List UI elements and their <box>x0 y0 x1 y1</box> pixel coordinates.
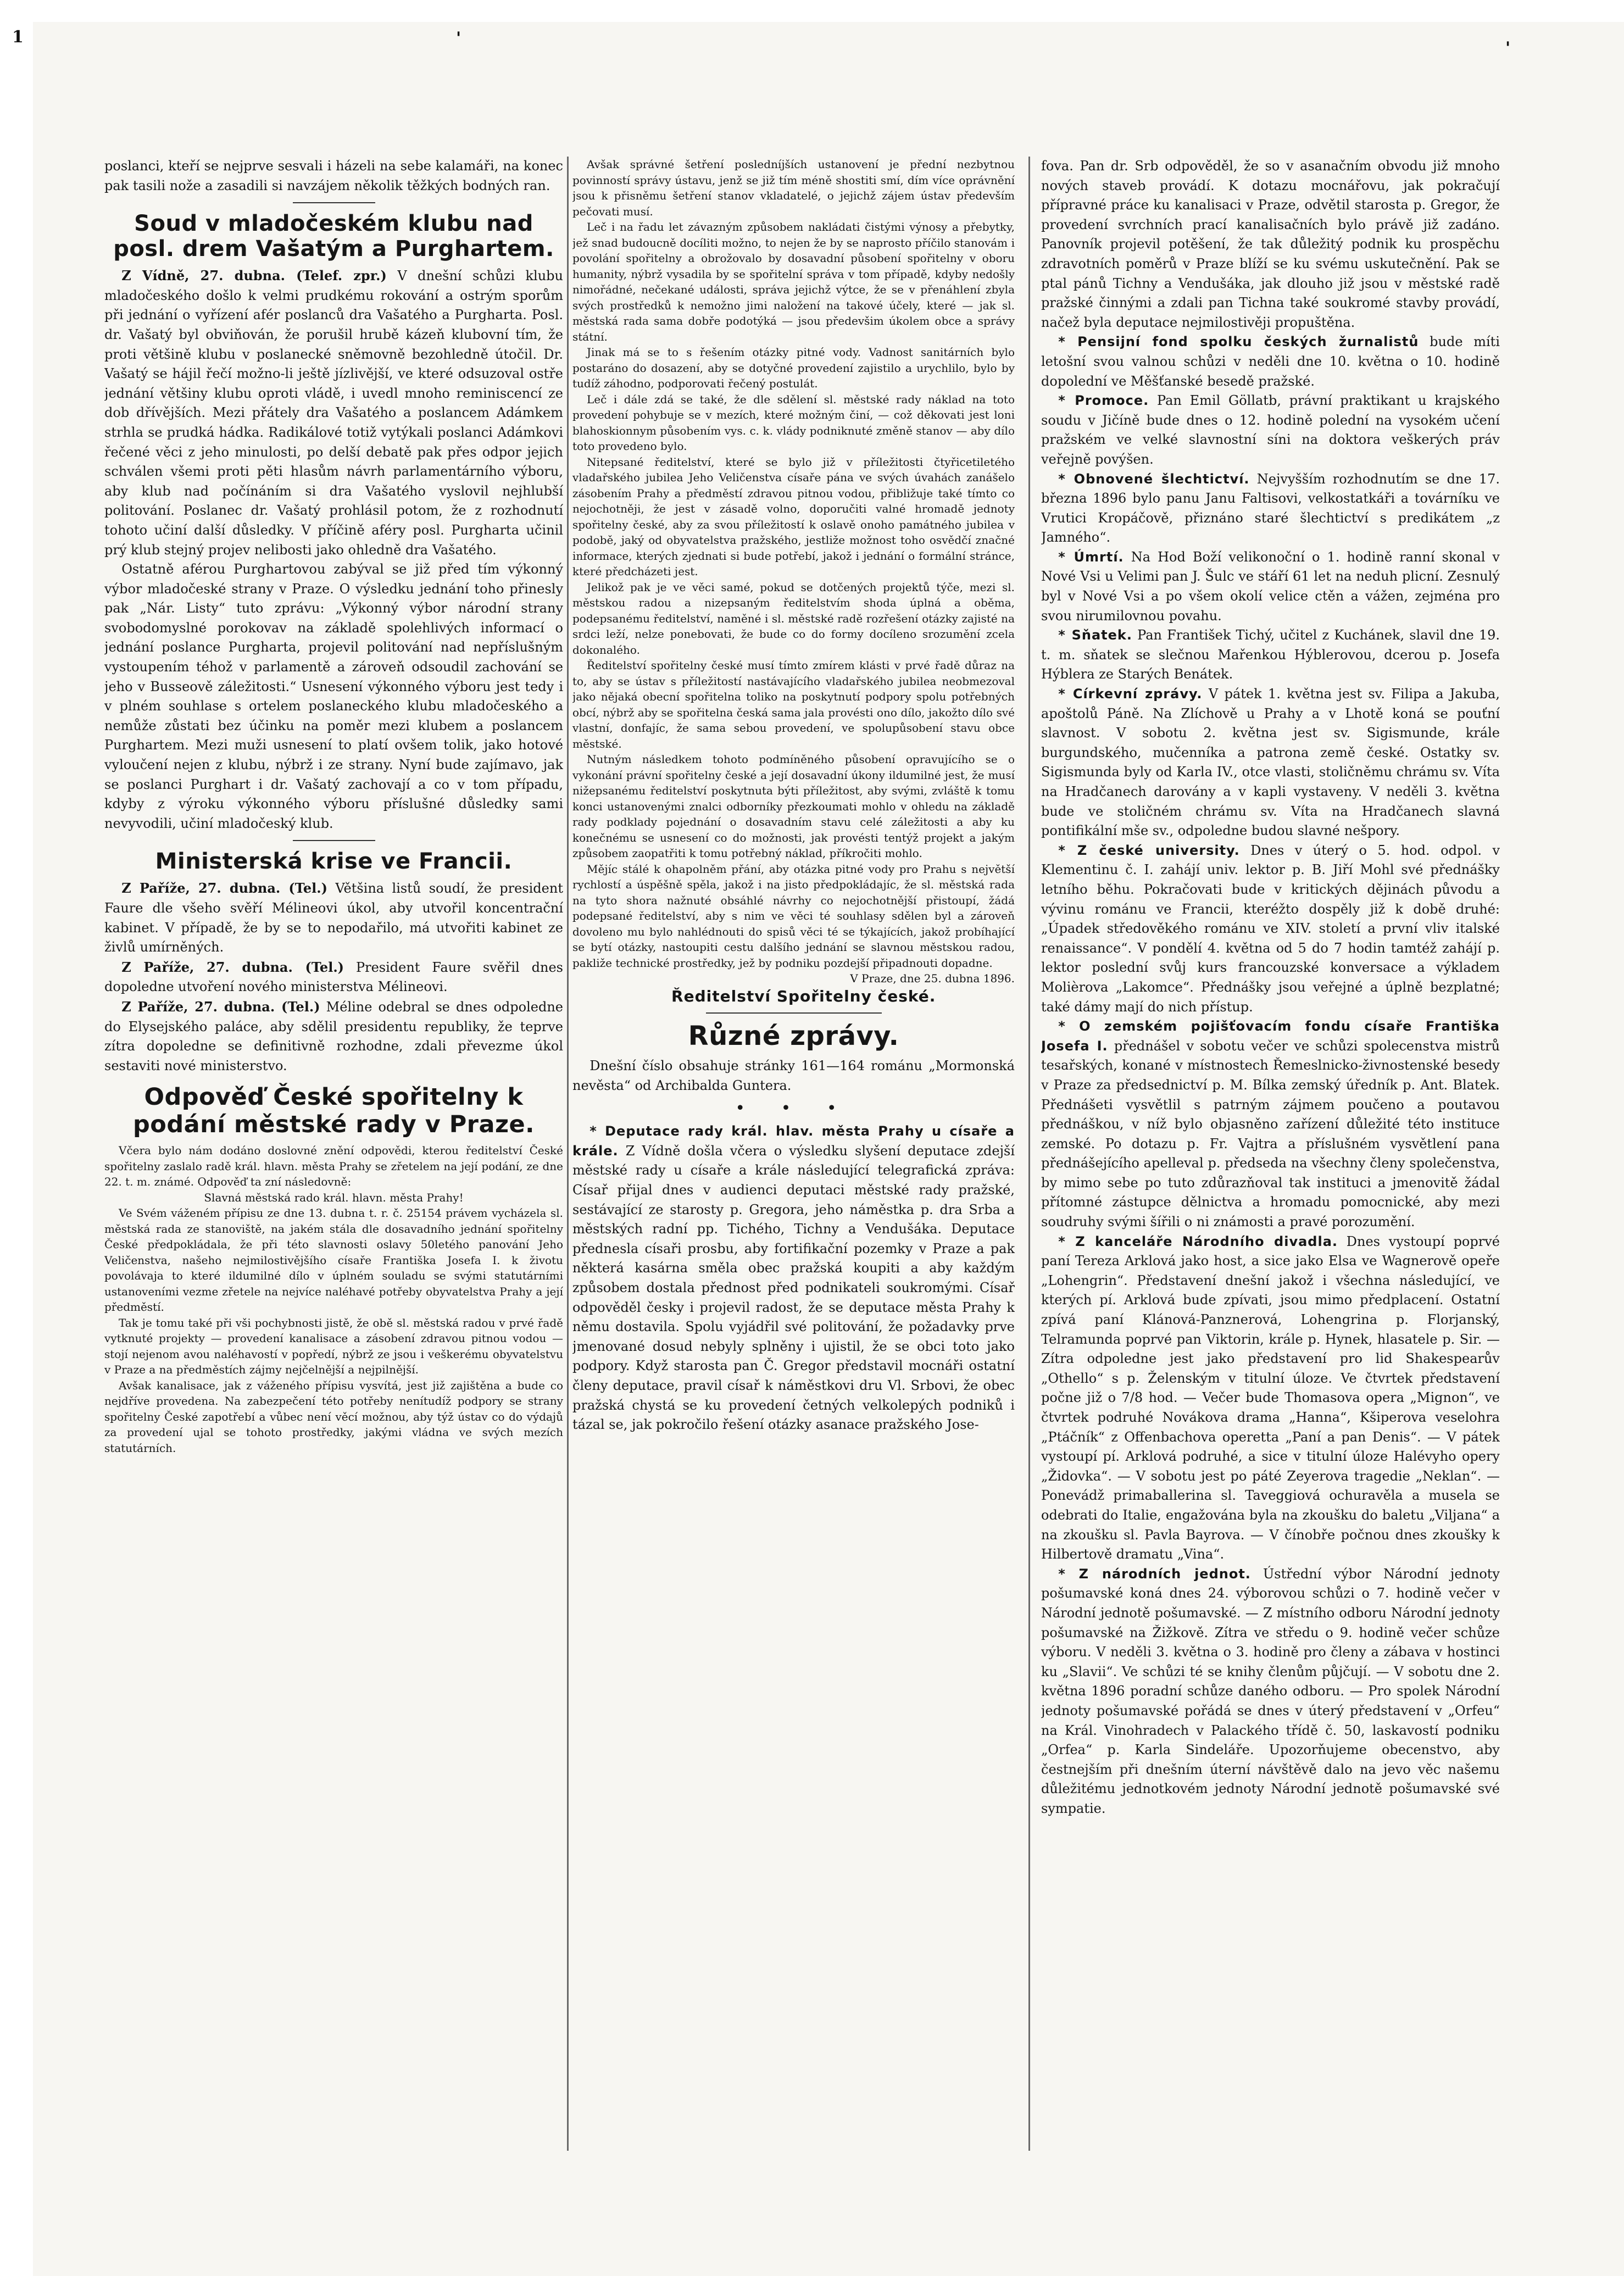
text: President Faure svěřil dnes dopoledne utvoření nového ministerstva Mélineovi. <box>104 959 563 995</box>
article-body: Nitepsané ředitelství, které se bylo již v příležitosti čtyřicetiletého vladařského jubilea Jeho Veličenstva císaře pána ve svých úvahách zanášelo zásobením Prahy a předměstí zdravou pitnou vodou, přibližuje také tímto co nejochotněji, že jest v zásadě volno, doporučiti valné hromadě jednoty spořitelny české, aby za svou příležitostí k oslavě onoho památného jubilea v podobě, jaký od obyvatelstva pražského, jestliže možnost toho osvědčí značné informace, kterých zjednati si bude potřebí, jakož i jednání o formální stránce, které předcházeti jest. <box>572 455 1015 578</box>
news-item <box>1041 332 1500 391</box>
dateline: Z Paříže, 27. dubna. (Tel.) <box>121 998 320 1015</box>
article-body: Leč i na řadu let závazným způsobem nakládati čistými výnosy a přebytky, jež snad budoucně docíliti možno, to nejen že by se naprosto příčilo stanovám i povolání spořitelny a obrožovalo by dosavadní působení spořitelny v oboru humanity, nýbrž vysadila by se spořitelní správa v tom případě, kdyby nedošly nimořádné, nečekané události, správa jejichž výtce, že se v přenáhlení zbyla svých prostředků k nemožno jimi naložení na takové účely, které — jak sl. městská rada sama dobře podotýká — jsou předevšim úkolem obce a správy státní. <box>572 220 1015 343</box>
text: V dnešní schůzi klubu mladočeského došlo k velmi prudkému rokování a ostrým sporům při jednání o vyřízení afér poslanců dra Vašatého a Purgharta. Posl. dr. Vašatý byl obviňován, že porušil hrubě kázeň klubovní tím, že proti většině klubu v poslanecké sněmovně bezohledně útočil. Dr. Vašatý se hájil řečí možno-li ještě jízlivější, ve které odsuzoval ostře jednání většiny klubu oproti vládě, i uvedl mnoho reminiscencí ze dob dřívějších. Mezi přátely dra Vašatého a poslancem Adámkem strhla se prudká hádka. Radikálové totiž vytýkali poslanci Adámkovi řečené věci z jeho minulosti, po delší debatě pak přes odpor jejich schválen všemi proti pěti hlasům návrh parlamentárního výboru, aby klub nad počínáním si dra Vašatého vyslovil nejhlubší politování. Poslanec dr. Vašatý prohlásil potom, že z rozhodnutí tohoto učiní další důsledky. V příčině aféry posl. Purgharta učinil prý klub stejný projev nelibosti jako ohledně dra Vašatého. <box>104 268 563 558</box>
news-item <box>1041 685 1500 841</box>
dateline: Z Paříže, 27. dubna. (Tel.) <box>121 880 327 897</box>
item-heading: * Promoce. <box>1058 393 1149 409</box>
notice: Dnešní číslo obsahuje stránky 161—164 románu „Mormonská nevěsta“ od Archibalda Guntera. <box>572 1058 1015 1093</box>
news-item <box>1041 1232 1500 1565</box>
news-item: fova. Pan dr. Srb odpověděl, že so v asanačním obvodu již mnoho nových staveb provádí. K dotazu mocnářovu, jak pokračují přípravné práce ku kanalisaci v Praze, odvětil starosta p. Gregor, že provedení svrchních prací kanalisačních bylo právě již zadáno. Panovník projevil potěšení, že tak důležitý podnik ku prospěchu zdravotních poměrů v Praze blíží se ku svému uskutečnění. Pak se ptal pánů Tichny a Vendušáka, jak dlouho již jsou v městské radě pražské činnými a zdali pan Tichna také soukromé stavby provádí, načež byla deputace nejmilostivěji propuštěna. <box>1041 158 1500 330</box>
news-item <box>1041 548 1500 626</box>
column-rule <box>567 157 569 2151</box>
article-body: Avšak správné šetření posledníjších ustanovení je přední nezbytnou povinností správy ústavu, jenž se již tím méně shostiti smí, dím více oprávnění jsou k přisněmu šetření stanov vkladatelé, o jejichž zájem ústav především pečovati musí. <box>572 158 1015 218</box>
item-heading: * Sňatek. <box>1058 627 1132 643</box>
column-left <box>104 157 563 2206</box>
article-body: Tak je tomu také při vši pochybnosti jistě, že obě sl. městská radou v prvé řadě vytknuté projekty — provedení kanalisace a zásobení zdravou pitnou vodou — stojí nejenom avou naléhavostí v popředí, nýbrž ze jsou i veškerému obyvatelstvu v Praze a na předměstích zájmy nejčelnější a nejpilnější. <box>104 1316 563 1377</box>
article-body: Jelikož pak je ve věci samé, pokud se dotčených projektů týče, mezi sl. městskou radou a nizepsaným ředitelstvím shoda úplná a oběma, podepsanému ředitelství, naměné i sl. městské radě rozřešení otázky zajisté na srdci leží, nelze ponebovati, že bude co do formy docíleno srozumění zcela dokonalého. <box>572 580 1015 656</box>
item-heading: * O zemském pojišťovacím fondu císaře Františka Josefa I. <box>1041 1019 1500 1054</box>
item-heading: * Deputace rady král. hlav. města Prahy u císaře a krále. <box>572 1123 1015 1159</box>
scan-mark-left: 1 <box>12 27 24 47</box>
text: V pátek 1. května jest sv. Filipa a Jakuba, apoštolů Páně. Na Zlíchově u Prahy a v Lhotě koná se pouťní slavnost. V sobotu 2. května jest sv. Sigismunde, krále burgundského, mučenníka a patrona země české. Ostatky sv. Sigismunda byly od Karla IV., otce vlasti, stoličněmu chrámu sv. Víta na Hradčanech darovány a v kapli vystaveny. V neděli 3. května bude ve stoličném chrámu sv. Víta na Hradčanech slavná pontifikální mše sv., odpoledne budou slavné nešpory. <box>1041 686 1500 839</box>
item-heading: * Církevní zprávy. <box>1058 686 1203 702</box>
article-body: Včera bylo nám dodáno doslovné znění odpovědi, kterou ředitelství České spořitelny zaslalo radě král. hlavn. města Prahy se zřetelem na její podání, ze dne 22. t. m. známé. Odpověď ta zní následovně: <box>104 1144 563 1189</box>
article-body: Mějíc stálé k ohapolněm přání, aby otázka pitné vody pro Prahu s největší rychlostí a úspěšně spěla, jakož i na jisto předpokládajíc, že sl. městská rada na tyto shora nažnuté obsáhlé návrhy co nejochotnější přistoupí, žádá podepsané ředitelství, aby s nim ve věci té souhlasy sdělen byl a zároveň dovoleno mu bylo nahlédnouti do spisů věci té se týkajících, jakož probíhající se bytí otázky, nastoupiti cestu dalšího jednání se slavnou městskou radou, pakliže technické prostředky, jež by podniku pozdejší připadnouti dopadne. <box>572 862 1015 970</box>
separator <box>293 202 375 203</box>
text: Dnes vystoupí poprvé paní Tereza Arklová jako host, a sice jako Elsa ve Wagnerově opeře „Lohengrin“. Představení dnešní jakož i všechna následující, ve kterých pí. Arklová bude zpívati, jsou mimo předplacení. Ostatní zpívá paní Klánová-Panznerová, Lohengrina p. Florjanský, Telramunda poprvé pan Viktorin, krále p. Hynek, hlasatele p. Sir. — Zítra odpoledne jest jako představení pro lid Shakespearův „Othello“ s p. Želenským v titulní úloze. Ve čtvrtek představení počne již o 7/8 hod. — Večer bude Thomasova opera „Mignon“, ve čtvrtek podruhé Novákova drama „Hanna“, Kšiperova veselohra „Ptáčník“ z Offenbachova operetta „Paní a pan Denis“. — V pátek vystoupí pí. Arklová podruhé, a sice v titulní úloze Halévyho opery „Židovka“. — V sobotu jest po páté Zeyerova tragedie „Neklan“. — Ponevádž primaballerina sl. Taveggiová ochuravěla a musela se odebrati do Italie, engažována byla na zkoušku do baletu „Viljana“ a na zkoušku sl. Pavla Bayrova. — V čínobře počnou dnes zkoušky k Hilbertově dramatu „Vina“. <box>1041 1233 1500 1562</box>
item-heading: * Z kanceláře Národního divadla. <box>1058 1233 1338 1249</box>
article-body: Leč i dále zdá se také, že dle sdělení sl. městské rady náklad na toto provedení pohybuje se v mezích, které možným činí, — což děkovati jest loni blahoskionnym působením vys. c. k. vlády podniknuté změně stanov — aby dílo toto provedeno bylo. <box>572 392 1015 453</box>
article-body <box>104 266 563 560</box>
signature-date: V Praze, dne 25. dubna 1896. <box>850 972 1015 985</box>
separator <box>293 840 375 841</box>
column-right <box>1041 157 1500 2206</box>
scan-border <box>0 0 1624 22</box>
text: bude míti letošní svou valnou schůzi v neděli dne 10. května o 10. hodině dopolední ve Měšťanské besedě pražské. <box>1041 334 1500 389</box>
article-body <box>104 997 563 1076</box>
separator <box>706 1012 882 1014</box>
article-continuation: poslanci, kteří se nejprve sesvali i házeli na sebe kalamáři, na konec pak tasili nože a zasadili si navzájem několik těžkých bodných ran. <box>104 158 563 193</box>
item-heading: * Pensijní fond spolku českých žurnalistů <box>1058 334 1419 350</box>
dateline: Z Vídně, 27. dubna. (Telef. zpr.) <box>121 268 387 284</box>
text: Dnes v úterý o 5. hod. odpol. v Klementinu č. I. zahájí univ. lektor p. B. Jiří Mohl své přednášky letního běhu. Pokračovati bude v kritických dějinách původu a vývinu románu ve Francii, kteréžto dospěly již k době druhé: „Úpadek středověkého románu ve XIV. století a první vliv italské renaissance“. V pondělí 4. května od 5 do 7 hodin tamtéž zahájí p. lektor poslední svůj kurs francouzské konversace a výkladem Molièrova „Lakomce“. Přednášky jsou veřejné a úplně bezplatné; také dámy mají do nich přístup. <box>1041 842 1500 1015</box>
text: Méline odebral se dnes odpoledne do Elysejského paláce, aby sdělil presidentu republiky, že teprve zítra dopoledne se definitivně rozhodne, zdali převezme úkol sestaviti nové ministerstvo. <box>104 999 563 1073</box>
text: Většina listů soudí, že president Faure dle všeho svěří Mélineovi úkol, aby utvořil koncentrační kabinet. V případě, že by se to nepodařilo, má utvořiti kabinet ze živlů umírněných. <box>104 881 563 955</box>
signature-org: Ředitelství Spořitelny české. <box>671 987 936 1005</box>
text: Nejvyšším rozhodnutím se dne 17. března 1896 bylo panu Janu Faltisovi, velkostatkáři a továrníku ve Vrutici Kropáčově, přiznáno staré šlechtictví s predikátem „z Jamného“. <box>1041 471 1500 546</box>
column-rule <box>1028 157 1030 2151</box>
item-heading: * Z české university. <box>1058 842 1240 858</box>
news-item <box>1041 626 1500 685</box>
article-body <box>104 958 563 997</box>
headline-ministerska-krise: Ministerská krise ve Francii. <box>155 849 513 875</box>
article-body: Ve Svém váženém přípisu ze dne 13. dubna t. r. č. 25154 právem vycházela sl. městská rada ze stanoviště, na jakém stála dle dosavadního jednání spořitelny České předpokládala, že při této slavnosti oslavy 50letého panování Jeho Veličenstva, našeho nejmilostivějšího císaře Františka Josefa I. k životu povolávaja to které ildumilné dílo v úplném souladu se svými statutárními ustanoveními vezme zřetele na nejvíce naléhavé potřeby obyvatelstva Prahy a její předměstí. <box>104 1206 563 1314</box>
article-body: Nutným následkem tohoto podmíněného působení opravujícího se o vykonání právní spořitelny české a její dosavadní úkony ildumilné jest, že musí nižepsanému ředitelství poskytnuta býti příležitost, aby svými, zvláště k tomu konci ustanovenými znalci odborníky přezkoumati mohlo v ohledu na základě rady podklady pojednání o dosavadním stavu celé záležitosti a aby ku konečnému se usnesení co do možnosti, jak provésti tentýž projekt a jakým způsobem zaopatřiti k tomu potřebný náklad, příkročiti mohlo. <box>572 753 1015 860</box>
article-body: Jinak má se to s řešením otázky pitné vody. Vadnost sanitárních bylo postaráno do dosazení, aby se dotyčné provedení zajistilo a urychlilo, bylo by tudíž záhodno, podporovati řečený postulát. <box>572 346 1015 390</box>
news-item <box>1041 1017 1500 1232</box>
news-item <box>1041 470 1500 548</box>
salutation: Slavná městská rado král. hlavn. města Prahy! <box>204 1190 464 1204</box>
dateline: Z Paříže, 27. dubna. (Tel.) <box>121 959 344 975</box>
text: Pan František Tichý, učitel z Kuchánek, slavil dne 19. t. m. sňatek se slečnou Mařenkou Hýblerovou, dcerou p. Josefa Hýblera ze Starých Benátek. <box>1041 627 1500 682</box>
news-item <box>1041 841 1500 1017</box>
headline-vasaty: Soud v mladočeském klubu nad posl. drem Vašatým a Purghartem. <box>113 211 554 262</box>
article-body <box>104 878 563 957</box>
text: Na Hod Boží velikonoční o 1. hodině ranní skonal v Nové Vsi u Velimi pan J. Šulc ve stáří 61 let na neduh plicní. Zesnulý byl v Nové Vsi a po všem okolí velice ctěn a vážen, zejména pro svou nirumilovnou povahu. <box>1041 549 1500 624</box>
text: přednášel v sobotu večer ve schůzi spolecenstva mistrů tesařských, konané v místnostech Řemeslnicko-živnostenské besedy v Praze za předsednictví p. M. Bílka zemský úředník p. Ant. Blatek. Přednášeti vysvětlil s patrným zájmem poučeno a poutavou přednáškou, v níž bylo objasněno zařízení důležité této instituce zemské. Po dotazu p. Fr. Vajtra a příslušném vysvětlení pana přednášejícího apelleval p. předseda na všechny členy společenstva, by mimo sebe po tuto zdůrazňoval tak instituci a jmenovitě žádal přítomné zástupce dělnictva a hromadu pomocnické, aby mezi soudruhy svými šířili o ni známosti a pravé porozumění. <box>1041 1038 1500 1230</box>
text: Z Vídně došla včera o výsledku slyšení deputace zdejší městské rady u císaře a krále následující telegrafická zpráva: Císař přijal dnes v audienci deputaci městské rady pražské, sestávající ze starosty p. Gregora, jeho náměstka p. dra Srba a městských radní pp. Tichého, Tichny a Vendušáka. Deputace přednesla císaři prosbu, aby fortifikační pozemky v Praze a pak některá kasárna směla obec pražská koupiti a aby každým způsobem dostala přednost před podnikateli soukromými. Císař odpověděl česky i projevil radost, že se deputace města Prahy k němu dostavila. Spolu vyjádřil své politování, že požadavky prve jmenované dosud nebyly splněny i ujistil, že se obci toto jako podpory. Když starosta pan Č. Gregor představil mocnáři ostatní členy deputace, pravil císař k náměstkovi dru Vl. Srbovi, že obec pražská chystá se ku provedení četných velkolepých podniků i tázal se, jak pokročilo řešení otázky asanace pražského Jose- <box>572 1143 1015 1433</box>
news-item <box>1041 1565 1500 1819</box>
headline-sporitelna: Odpověď České spořitelny k podání městské rady v Praze. <box>133 1083 535 1139</box>
news-item <box>572 1122 1015 1435</box>
column-middle <box>572 157 1015 2206</box>
article-body: Avšak kanalisace, jak z váženého přípisu vysvítá, jest již zajištěna a bude co nejdříve provedena. Na zabezpečení této potřeby nenítudíž podpory se strany spořitelny České zapotřebí a vůbec není věcí možnou, aby týž ústav co do výdajů za provedení ujal se tohoto prostředky, jakými vládna ve svých mezích statutárních. <box>104 1378 563 1455</box>
item-heading: * Z národních jednot. <box>1058 1566 1251 1582</box>
section-title-ruzne-zpravy: Různé zprávy. <box>688 1021 899 1052</box>
text: Pan Emil Göllatb, právní praktikant u krajského soudu v Jičíně bude dnes o 12. hodině polední na vysokém učení pražském ve velké slavnostní síni na doktora veškerých práv veřejně povýšen. <box>1041 393 1500 467</box>
item-heading: * Obnovené šlechtictví. <box>1058 471 1250 487</box>
item-heading: * Úmrtí. <box>1058 549 1124 565</box>
news-item <box>1041 391 1500 469</box>
scan-mark-right: ' <box>1505 38 1511 58</box>
scan-mark-mid: ' <box>456 29 461 48</box>
ornament-separator: • • • <box>735 1099 852 1118</box>
text: Ústřední výbor Národní jednoty pošumavské koná dnes 24. výborovou schůzi o 7. hodině večer v Národní jednotě pošumavské. — Z místního odboru Národní jednoty pošumavské na Žižkově. Zítra ve středu o 9. hodině večer schůze výboru. V neděli 3. května o 3. hodině pro členy a zábava v hostinci ku „Slavii“. Ve schůzi té se knihy členům půjčují. — V sobotu dne 2. května 1896 poradní schůze daného odboru. — Pro spolek Národní jednoty pošumavské pořádá se dnes v úterý představení v „Orfeu“ na Král. Vinohradech v Palackého třídě č. 50, laskavostí podniku „Orfea“ p. Karla Sindeláře. Upozorňujeme obecenstvo, aby čestnejším při dnešním úterní návštěvě dalo na jevo věc našemu důležitému jednotkovém jednoty Národní jednotě pošumavské své sympatie. <box>1041 1566 1500 1816</box>
article-body: Ostatně aférou Purghartovou zabýval se již před tím výkonný výbor mladočeské strany v Praze. O výsledku jednání toho přinesly pak „Nár. Listy“ tuto zprávu: „Výkonný výbor národní strany svobodomyslné porokovav na základě spolehlivých informací o jednání poslance Purgharta, projevil politování nad nepříslušným vystoupením téhož v parlamentě a zároveň odsoudil zachování se jeho v Busseově záležitosti.“ Usnesení výkonného výboru jest tedy i v plném souhlase s ortelem poslaneckého klubu mladočeského a nemůže zůstati bez účinku na poměr mezi klubem a poslancem Purghartem. Mezi muži usnesení to platí ovšem tolik, jako hotové vyloučení nejen z klubu, nýbrž i ze strany. Nyní bude zajímavo, jak se poslanci Purghart i dr. Vašatý zachovají a co v tom případu, kdyby z výroku výkonného výboru příslušné důsledky sami nevyvodili, učiní mladočeský klub. <box>104 561 563 831</box>
article-body: Ředitelství spořitelny české musí tímto zmírem klásti v prvé řadě důraz na to, aby se ústav s příležitostí nastávajícího vladařského jubilea neobmezoval jako nějaká obecní spořitelna toliko na poskytnutí podpory spolu potřebných obcí, nýbrž aby se spořitelna česká sama jala provésti ono dílo, jakožto dílo své vlastní, donfajíc, že sama sebou provedení, ve spolupůsobení stavu obce městské. <box>572 659 1015 750</box>
